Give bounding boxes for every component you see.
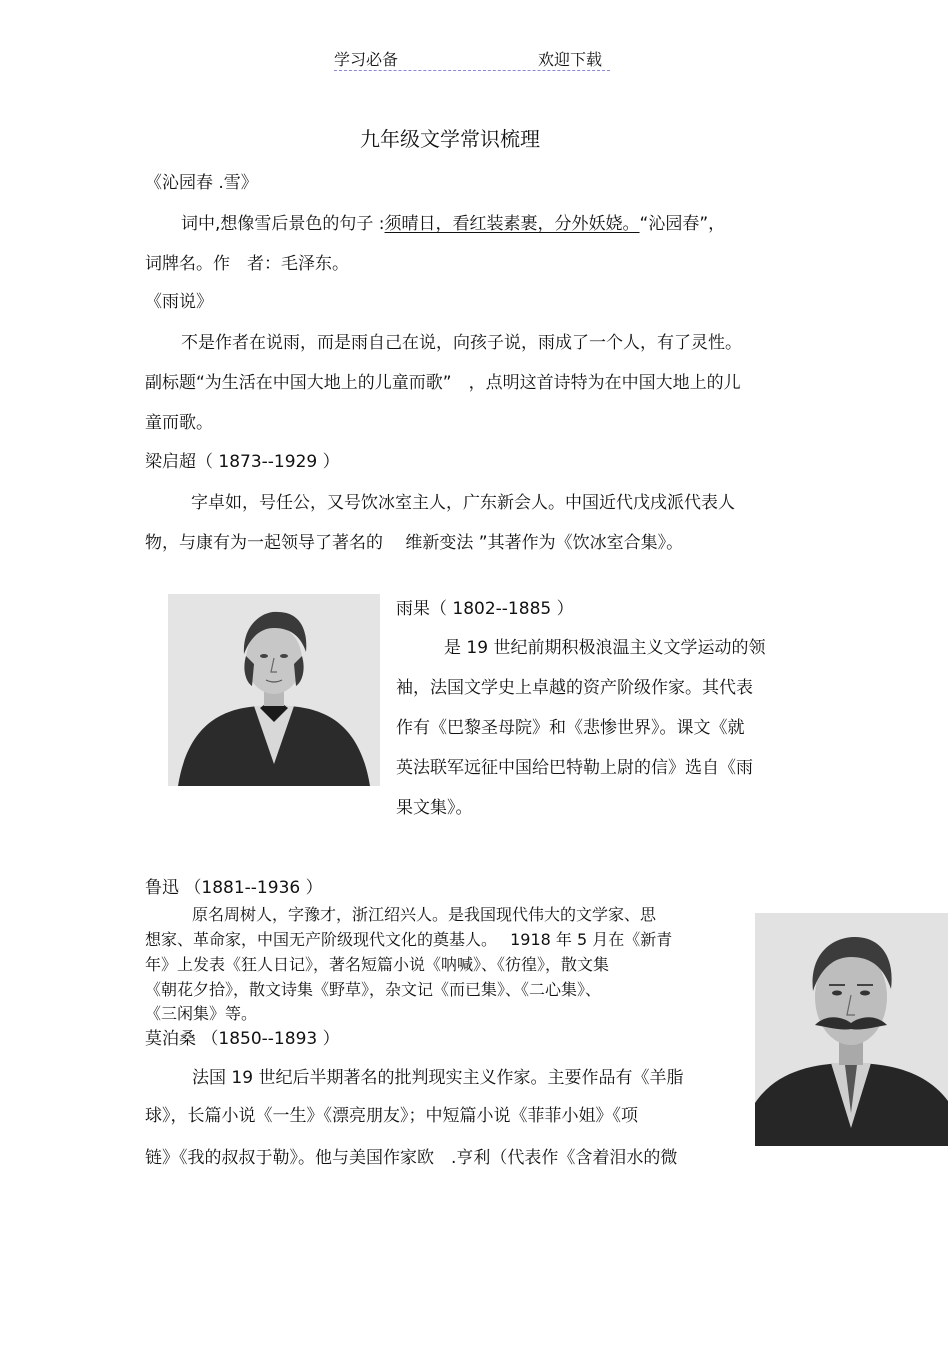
yuguo-line-3: 作有《巴黎圣母院》和《悲惨世界》。课文《就 [396,718,745,738]
yushuo-line-2: 副标题“为生活在中国大地上的儿童而歌” ，点明这首诗特为在中国大地上的儿 [145,373,741,393]
mobosang-line-1: 法国 19 世纪后半期著名的批判现实主义作家。主要作品有《羊脂 [192,1068,684,1088]
yuguo-line-4: 英法联军远征中国给巴特勒上尉的信》选自《雨 [396,758,753,778]
qinyuanchun-line-2: 词牌名。作 者：毛泽东。 [145,254,349,274]
qinyuanchun-quote: 须晴日，看红装素裹，分外妖娆。 [384,214,640,234]
luxun-line-1: 原名周树人，字豫才，浙江绍兴人。是我国现代伟大的文学家、思 [192,905,657,924]
yuguo-line-1: 是 19 世纪前期积极浪温主义文学运动的领 [444,638,766,658]
hugo-portrait [168,594,380,786]
luxun-line-4: 《朝花夕拾》，散文诗集《野草》，杂文记《而已集》、《二心集》、 [145,980,602,999]
section-heading-mobosang: 莫泊桑 （1850--1893 ） [145,1029,340,1049]
section-heading-liangqichao: 梁启超（ 1873--1929 ） [145,452,340,472]
mobosang-line-3: 链》《我的叔叔于勒》。他与美国作家欧 .亨利（代表作《含着泪水的微 [145,1148,678,1168]
maupassant-portrait [755,913,948,1146]
section-heading-luxun: 鲁迅 （1881--1936 ） [145,878,323,898]
maupassant-portrait-drawing [755,913,948,1146]
hugo-portrait-drawing [168,594,380,786]
qinyuanchun-line-1-suffix: “沁园春”， [639,214,726,234]
section-heading-yushuo: 《雨说》 [145,292,213,312]
header-left: 学习必备 [334,50,399,69]
liangqichao-line-1: 字卓如，号任公，又号饮冰室主人，广东新会人。中国近代戊戌派代表人 [191,493,735,513]
yushuo-line-3: 童而歌。 [145,413,213,433]
header-right: 欢迎下载 [538,50,603,69]
header-divider [334,70,610,71]
page-title: 九年级文学常识梳理 [360,127,540,151]
yuguo-line-5: 果文集》。 [396,798,473,818]
liangqichao-line-2: 物，与康有为一起领导了著名的 维新变法 ”其著作为《饮冰室合集》。 [145,533,684,553]
luxun-line-2: 想家、革命家，中国无产阶级现代文化的奠基人。 1918 年 5 月在《新青 [145,930,673,949]
section-heading-yuguo: 雨果（ 1802--1885 ） [396,599,574,619]
luxun-line-5: 《三闲集》等。 [145,1004,258,1023]
qinyuanchun-line-1 [181,214,725,234]
qinyuanchun-line-1-prefix: 词中,想像雪后景色的句子 : [181,214,385,234]
mobosang-line-2: 球》，长篇小说《一生》《漂亮朋友》；中短篇小说《菲菲小姐》《项 [145,1106,638,1126]
luxun-line-3: 年》上发表《狂人日记》，著名短篇小说《呐喊》、《彷徨》，散文集 [145,955,610,974]
section-heading-qinyuanchun: 《沁园春 .雪》 [145,173,258,193]
yushuo-line-1: 不是作者在说雨，而是雨自己在说，向孩子说，雨成了一个人，有了灵性。 [181,333,742,353]
yuguo-line-2: 袖，法国文学史上卓越的资产阶级作家。其代表 [396,678,753,698]
